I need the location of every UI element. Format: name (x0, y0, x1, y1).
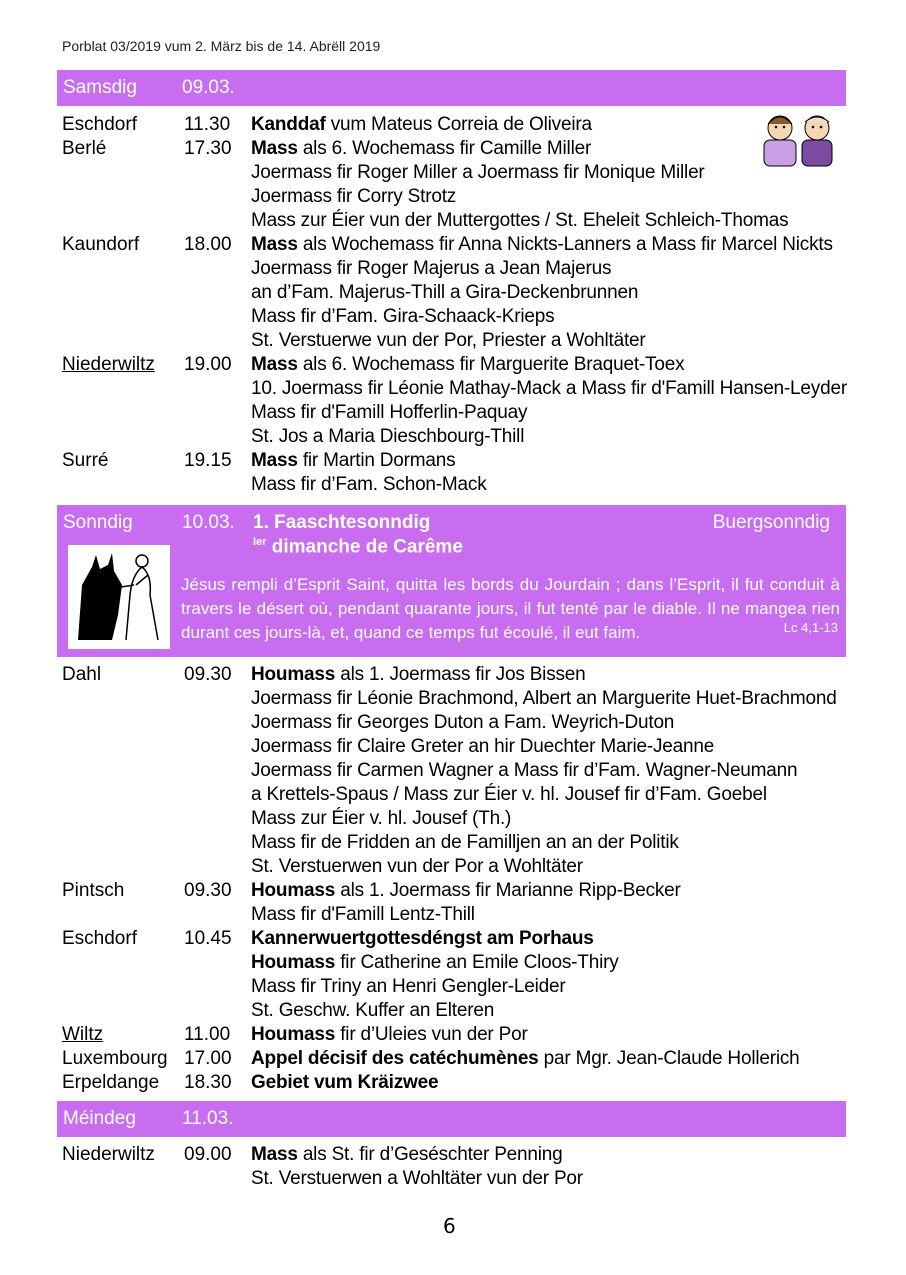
intention-text: 10. Joermass fir Léonie Mathay-Mack a Mass fir d'Famill Hansen-Leyder (251, 378, 847, 399)
service-description (251, 161, 705, 185)
couple-illustration (762, 110, 836, 168)
location: Kaundorf (62, 234, 140, 255)
day-bar-sunday (57, 505, 846, 657)
day-label: Samsdig (63, 77, 137, 98)
day-label: Sonndig (63, 512, 133, 533)
intention-text: vum Mateus Correia de Oliveira (325, 114, 592, 135)
service-description (251, 353, 684, 377)
service-type: Houmass (251, 664, 336, 685)
service-description (251, 807, 511, 831)
service-description (251, 663, 586, 687)
service-time: 09.30 (184, 880, 232, 901)
intention-text: Joermass fir Léonie Brachmond, Albert an Marguerite Huet-Brachmond (251, 688, 837, 709)
service-type: Kanddaf (251, 114, 326, 135)
sunday-title: 1. Faaschtesonndig (253, 512, 431, 533)
intention-text: als St. fir d’Geséschter Penning (297, 1144, 563, 1165)
service-description (251, 425, 524, 449)
service-type: Houmass (251, 952, 336, 973)
service-time: 18.00 (184, 234, 232, 255)
service-description (251, 329, 646, 353)
location: Surré (62, 450, 109, 471)
intention-text: als Wochemass fir Anna Nickts-Lanners a Mass fir Marcel Nickts (297, 234, 833, 255)
page-number: 6 (443, 1214, 456, 1238)
service-description (251, 999, 494, 1023)
service-description (251, 1023, 528, 1047)
service-type: Mass (251, 234, 298, 255)
service-type: Mass (251, 138, 298, 159)
intention-text: Joermass fir Roger Majerus a Jean Majerus (251, 258, 612, 279)
service-time: 19.00 (184, 354, 232, 375)
service-description (251, 449, 455, 473)
subtitle-text: dimanche de Carême (266, 536, 463, 558)
service-description (251, 305, 554, 329)
service-description (251, 951, 619, 975)
day-bar-saturday (57, 70, 846, 106)
service-time: 18.30 (184, 1072, 232, 1093)
service-description (251, 137, 591, 161)
intention-text: als 1. Joermass fir Marianne Ripp-Becker (335, 880, 681, 901)
location: Eschdorf (62, 928, 137, 949)
service-type: Kannerwuertgottesdéngst am Porhaus (251, 928, 594, 949)
service-description (251, 831, 679, 855)
service-description (251, 1143, 563, 1167)
location: Niederwiltz (62, 354, 155, 375)
intention-text: Joermass fir Georges Duton a Fam. Weyrich-Duton (251, 712, 675, 733)
service-description (251, 855, 583, 879)
service-description (251, 473, 487, 497)
subtitle-superscript: Ier (253, 536, 267, 548)
service-time: 11.00 (184, 1024, 231, 1045)
service-description (251, 783, 767, 807)
location: Erpeldange (62, 1072, 160, 1093)
service-description (251, 281, 638, 305)
intention-text: Joermass fir Roger Miller a Joermass fir Monique Miller (251, 162, 705, 183)
intention-text: fir d’Uleies vun der Por (335, 1024, 528, 1045)
intention-text: fir Catherine an Emile Cloos-Thiry (335, 952, 619, 973)
service-description (251, 209, 788, 233)
intention-text: Joermass fir Carmen Wagner a Mass fir d’Fam. Wagner-Neumann (251, 760, 798, 781)
service-description (251, 1071, 438, 1095)
intention-text: Mass fir de Fridden an de Familljen an an der Politik (251, 832, 679, 853)
service-time: 10.45 (184, 928, 232, 949)
intention-text: Mass zur Éier v. hl. Jousef (Th.) (251, 808, 512, 829)
service-time: 17.00 (184, 1048, 232, 1069)
date-label: 09.03. (182, 77, 235, 98)
location: Luxembourg (62, 1048, 168, 1069)
intention-text: Mass fir d’Fam. Gira-Schaack-Krieps (251, 306, 555, 327)
intention-text: St. Verstuerwen a Wohltäter vun der Por (251, 1168, 583, 1189)
intention-text: Mass fir d’Fam. Schon-Mack (251, 474, 487, 495)
sunday-note: Buergsonndig (712, 512, 830, 533)
intention-text: St. Jos a Maria Dieschbourg-Thill (251, 426, 525, 447)
service-description (251, 1047, 800, 1071)
service-type: Mass (251, 354, 298, 375)
service-description (251, 257, 611, 281)
service-time: 09.00 (184, 1144, 232, 1165)
service-type: Mass (251, 450, 298, 471)
service-description (251, 879, 681, 903)
gospel-reference: Lc 4,1-13 (783, 620, 838, 635)
intention-text: als 6. Wochemass fir Marguerite Braquet-Toex (297, 354, 685, 375)
service-description (251, 113, 592, 137)
service-time: 09.30 (184, 664, 232, 685)
service-time: 19.15 (184, 450, 232, 471)
intention-text: fir Martin Dormans (297, 450, 456, 471)
location: Dahl (62, 664, 102, 685)
intention-text: Mass zur Éier vun der Muttergottes / St. Eheleit Schleich-Thomas (251, 210, 789, 231)
date-label: 10.03. (182, 512, 235, 533)
intention-text: a Krettels-Spaus / Mass zur Éier v. hl. Jousef fir d’Fam. Goebel (251, 784, 767, 805)
location: Eschdorf (62, 114, 137, 135)
service-type: Mass (251, 1144, 298, 1165)
service-description (251, 401, 527, 425)
service-type: Houmass (251, 1024, 336, 1045)
service-description (251, 975, 565, 999)
intention-text: par Mgr. Jean-Claude Hollerich (538, 1048, 800, 1069)
gospel-text: Jésus rempli d’Esprit Saint, quitta les bords du Jourdain ; dans l’Esprit, il fut conduit à travers le désert où, pendant quarante jours, il fut tenté par le diable. Il ne mangea rien durant ces jours-là, et, quand ce temps fut écoulé, il eut faim. (181, 575, 840, 642)
service-type: Houmass (251, 880, 336, 901)
service-description (251, 185, 456, 209)
intention-text: Joermass fir Corry Strotz (251, 186, 457, 207)
service-time: 17.30 (184, 138, 232, 159)
intention-text: Mass fir Triny an Henri Gengler-Leider (251, 976, 566, 997)
location: Wiltz (62, 1024, 104, 1045)
location: Niederwiltz (62, 1144, 155, 1165)
intention-text: Mass fir d'Famill Hofferlin-Paquay (251, 402, 528, 423)
service-description (251, 759, 797, 783)
devil-and-jesus-icon (68, 545, 170, 649)
intention-text: St. Geschw. Kuffer an Elteren (251, 1000, 495, 1021)
temptation-illustration (68, 545, 170, 649)
day-bar-monday (57, 1101, 846, 1137)
service-description (251, 903, 475, 927)
location: Berlé (62, 138, 107, 159)
service-type: Appel décisif des catéchumènes (251, 1048, 539, 1069)
service-description (251, 687, 837, 711)
sunday-subtitle (253, 536, 463, 558)
service-description (251, 377, 847, 401)
service-description (251, 1167, 583, 1191)
intention-text: an d’Fam. Majerus-Thill a Gira-Deckenbrunnen (251, 282, 639, 303)
location: Pintsch (62, 880, 125, 901)
page-header: Porblat 03/2019 vum 2. März bis de 14. Abrëll 2019 (62, 38, 381, 54)
service-time: 11.30 (184, 114, 231, 135)
service-description (251, 233, 833, 257)
day-label: Méindeg (63, 1108, 136, 1129)
date-label: 11.03. (182, 1108, 234, 1129)
intention-text: als 6. Wochemass fir Camille Miller (297, 138, 592, 159)
service-description (251, 927, 594, 951)
service-description (251, 711, 674, 735)
intention-text: Mass fir d'Famill Lentz-Thill (251, 904, 475, 925)
service-type: Gebiet vum Kräizwee (251, 1072, 439, 1093)
intention-text: Joermass fir Claire Greter an hir Duechter Marie-Jeanne (251, 736, 715, 757)
service-description (251, 735, 714, 759)
intention-text: St. Verstuerwen vun der Por a Wohltäter (251, 856, 583, 877)
intention-text: St. Verstuerwe vun der Por, Priester a Wohltäter (251, 330, 646, 351)
intention-text: als 1. Joermass fir Jos Bissen (335, 664, 586, 685)
